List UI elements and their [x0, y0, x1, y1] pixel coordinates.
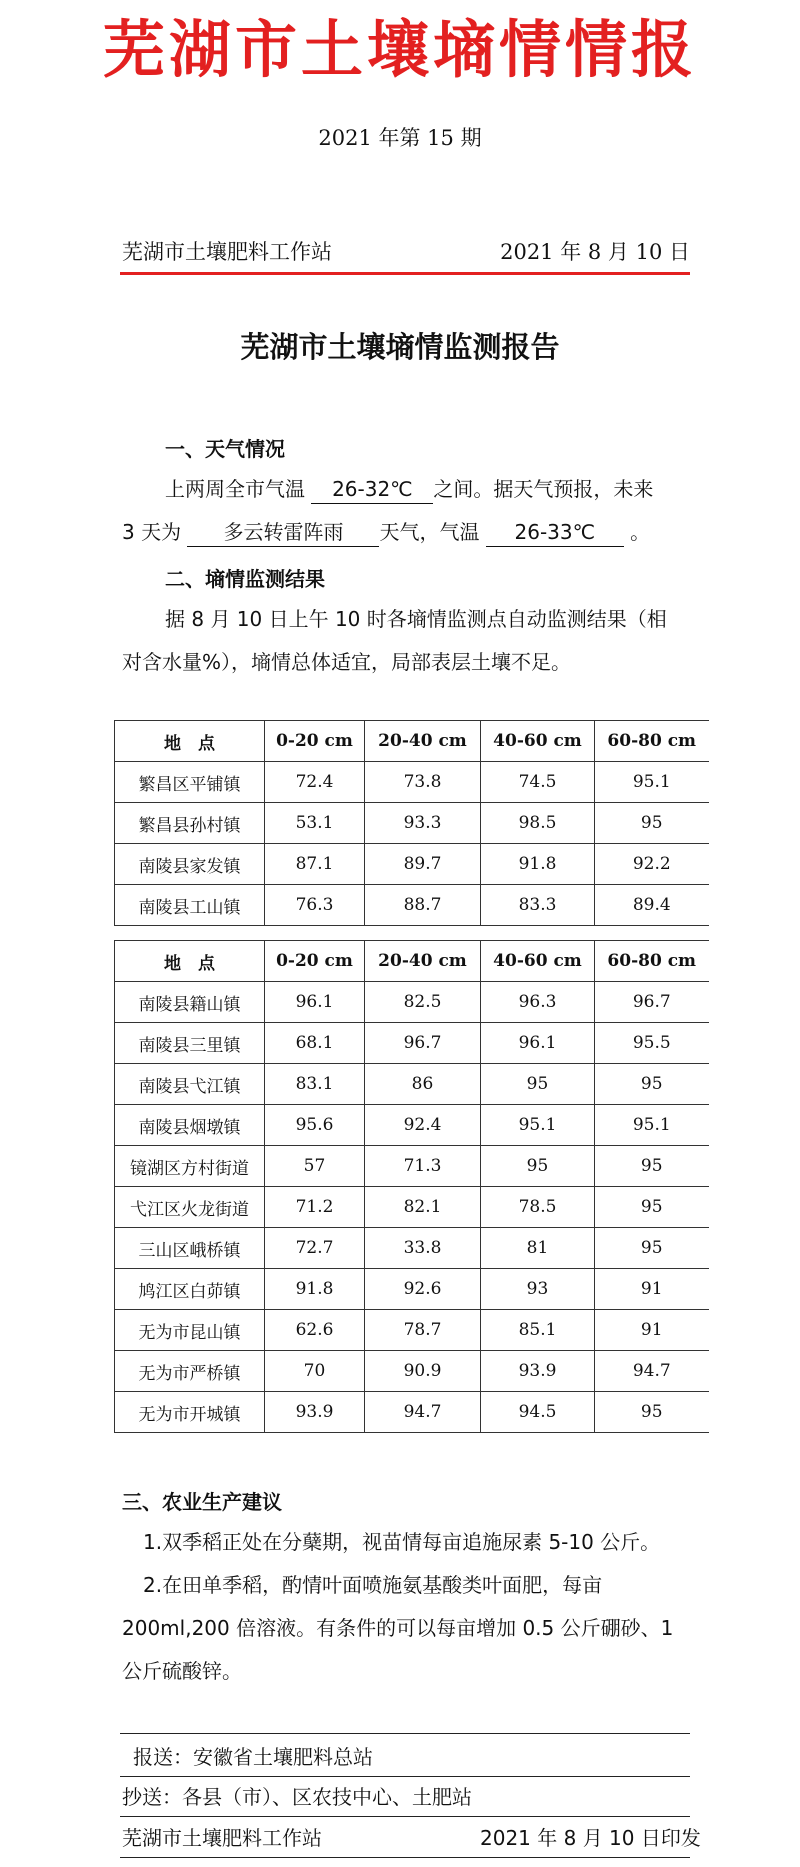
header-location: 地 点: [115, 941, 265, 982]
advice-item-2-line2: 200ml,200 倍溶液。有条件的可以每亩增加 0.5 公斤硼砂、1: [122, 1616, 674, 1640]
place-cell: 繁昌区平铺镇: [115, 762, 265, 803]
place-cell: 南陵县家发镇: [115, 844, 265, 885]
depth-0-20-cell: 71.2: [265, 1187, 365, 1228]
header-depth-60-80: 60-80 cm: [595, 721, 709, 762]
advice-item-2-line1: 2.在田单季稻，酌情叶面喷施氨基酸类叶面肥，每亩: [143, 1573, 603, 1597]
section1-line2-mid: 天气，气温: [379, 520, 480, 544]
depth-40-60-cell: 96.3: [481, 982, 595, 1023]
depth-0-20-cell: 53.1: [265, 803, 365, 844]
depth-0-20-cell: 87.1: [265, 844, 365, 885]
table-header-row: [115, 721, 709, 762]
depth-60-80-cell: 92.2: [595, 844, 709, 885]
depth-0-20-cell: 72.7: [265, 1228, 365, 1269]
depth-0-20-cell: 70: [265, 1351, 365, 1392]
depth-40-60-cell: 93.9: [481, 1351, 595, 1392]
section1-line2-pre: 3 天为: [122, 520, 182, 544]
depth-40-60-cell: 96.1: [481, 1023, 595, 1064]
depth-0-20-cell: 72.4: [265, 762, 365, 803]
moisture-table-1: [114, 720, 709, 926]
depth-20-40-cell: 82.1: [365, 1187, 481, 1228]
depth-0-20-cell: 95.6: [265, 1105, 365, 1146]
footer-rule-mid2: [120, 1816, 690, 1817]
section2-line1: 据 8 月 10 日上午 10 时各墒情监测点自动监测结果（相: [165, 607, 667, 631]
depth-20-40-cell: 88.7: [365, 885, 481, 926]
table-row: [115, 885, 709, 926]
table-row: [115, 1269, 709, 1310]
depth-20-40-cell: 90.9: [365, 1351, 481, 1392]
table-row: [115, 844, 709, 885]
table-row: [115, 1105, 709, 1146]
depth-0-20-cell: 57: [265, 1146, 365, 1187]
table-row: [115, 1187, 709, 1228]
depth-60-80-cell: 95: [595, 1228, 709, 1269]
section1-line1-post: 之间。据天气预报，未来: [433, 477, 654, 501]
depth-60-80-cell: 95: [595, 1392, 709, 1433]
footer-rule-top: [120, 1733, 690, 1734]
depth-60-80-cell: 95: [595, 1187, 709, 1228]
masthead-title: 芜湖市土壤墒情情报: [102, 13, 697, 86]
depth-40-60-cell: 85.1: [481, 1310, 595, 1351]
depth-60-80-cell: 95: [595, 1064, 709, 1105]
header-depth-0-20: 0-20 cm: [265, 941, 365, 982]
depth-60-80-cell: 95.5: [595, 1023, 709, 1064]
header-depth-40-60: 40-60 cm: [481, 941, 595, 982]
depth-40-60-cell: 83.3: [481, 885, 595, 926]
section1-heading: 一、天气情况: [165, 437, 285, 461]
depth-60-80-cell: 94.7: [595, 1351, 709, 1392]
depth-20-40-cell: 71.3: [365, 1146, 481, 1187]
depth-20-40-cell: 92.4: [365, 1105, 481, 1146]
depth-60-80-cell: 95: [595, 803, 709, 844]
section2-heading: 二、墒情监测结果: [165, 567, 325, 591]
footer-issuer: 芜湖市土壤肥料工作站: [122, 1826, 322, 1850]
table-row: [115, 803, 709, 844]
depth-20-40-cell: 73.8: [365, 762, 481, 803]
depth-0-20-cell: 91.8: [265, 1269, 365, 1310]
depth-20-40-cell: 92.6: [365, 1269, 481, 1310]
depth-0-20-cell: 62.6: [265, 1310, 365, 1351]
depth-40-60-cell: 95: [481, 1146, 595, 1187]
depth-40-60-cell: 95.1: [481, 1105, 595, 1146]
depth-0-20-cell: 83.1: [265, 1064, 365, 1105]
table-row: [115, 762, 709, 803]
footer-rule-bottom: [120, 1857, 690, 1858]
footer-rule-mid1: [120, 1776, 690, 1777]
footer-send-to: 报送：安徽省土壤肥料总站: [133, 1745, 373, 1769]
table-row: [115, 1064, 709, 1105]
weather-forecast: 多云转雷阵雨: [187, 518, 379, 547]
depth-40-60-cell: 78.5: [481, 1187, 595, 1228]
depth-20-40-cell: 86: [365, 1064, 481, 1105]
header-location: 地 点: [115, 721, 265, 762]
depth-40-60-cell: 94.5: [481, 1392, 595, 1433]
issue-date: 2021 年 8 月 10 日: [500, 240, 690, 264]
section1-line2-post: 。: [630, 520, 651, 544]
place-cell: 南陵县烟墩镇: [115, 1105, 265, 1146]
depth-60-80-cell: 95.1: [595, 762, 709, 803]
temp-past: 26-32℃: [311, 475, 433, 504]
section1-line2: [122, 511, 702, 554]
place-cell: 无为市严桥镇: [115, 1351, 265, 1392]
depth-20-40-cell: 89.7: [365, 844, 481, 885]
depth-60-80-cell: 96.7: [595, 982, 709, 1023]
depth-20-40-cell: 94.7: [365, 1392, 481, 1433]
table-row: [115, 1392, 709, 1433]
table-row: [115, 1023, 709, 1064]
issuer-name: 芜湖市土壤肥料工作站: [122, 240, 332, 264]
place-cell: 无为市昆山镇: [115, 1310, 265, 1351]
place-cell: 南陵县弋江镇: [115, 1064, 265, 1105]
advice-item-2-line3: 公斤硫酸锌。: [122, 1659, 242, 1683]
section1-line1-pre: 上两周全市气温: [165, 477, 305, 501]
temp-future: 26-33℃: [486, 518, 624, 547]
place-cell: 繁昌县孙村镇: [115, 803, 265, 844]
header-depth-20-40: 20-40 cm: [365, 721, 481, 762]
section1-line1: [165, 468, 705, 511]
place-cell: 鸠江区白茆镇: [115, 1269, 265, 1310]
footer-print-date: 2021 年 8 月 10 日印发: [480, 1826, 701, 1850]
table-header-row: [115, 941, 709, 982]
depth-60-80-cell: 95.1: [595, 1105, 709, 1146]
issue-number: 2021 年第 15 期: [318, 126, 482, 150]
depth-60-80-cell: 91: [595, 1269, 709, 1310]
depth-20-40-cell: 33.8: [365, 1228, 481, 1269]
table-row: [115, 1146, 709, 1187]
table-row: [115, 982, 709, 1023]
advice-item-1: 1.双季稻正处在分蘖期，视苗情每亩追施尿素 5-10 公斤。: [143, 1530, 661, 1554]
depth-60-80-cell: 91: [595, 1310, 709, 1351]
place-cell: 镜湖区方村街道: [115, 1146, 265, 1187]
report-title: 芜湖市土壤墒情监测报告: [240, 330, 560, 364]
section2-line2: 对含水量%），墒情总体适宜，局部表层土壤不足。: [122, 650, 572, 674]
place-cell: 南陵县籍山镇: [115, 982, 265, 1023]
red-divider: [120, 272, 690, 275]
depth-40-60-cell: 81: [481, 1228, 595, 1269]
depth-20-40-cell: 93.3: [365, 803, 481, 844]
table-row: [115, 1310, 709, 1351]
depth-40-60-cell: 91.8: [481, 844, 595, 885]
place-cell: 无为市开城镇: [115, 1392, 265, 1433]
depth-40-60-cell: 95: [481, 1064, 595, 1105]
depth-0-20-cell: 96.1: [265, 982, 365, 1023]
header-depth-0-20: 0-20 cm: [265, 721, 365, 762]
depth-0-20-cell: 68.1: [265, 1023, 365, 1064]
header-depth-60-80: 60-80 cm: [595, 941, 709, 982]
place-cell: 弋江区火龙街道: [115, 1187, 265, 1228]
depth-40-60-cell: 98.5: [481, 803, 595, 844]
depth-40-60-cell: 93: [481, 1269, 595, 1310]
header-depth-40-60: 40-60 cm: [481, 721, 595, 762]
moisture-table-2: [114, 940, 709, 1433]
depth-0-20-cell: 76.3: [265, 885, 365, 926]
header-depth-20-40: 20-40 cm: [365, 941, 481, 982]
place-cell: 南陵县三里镇: [115, 1023, 265, 1064]
table-row: [115, 1228, 709, 1269]
table-row: [115, 1351, 709, 1392]
section3-heading: 三、农业生产建议: [122, 1490, 282, 1514]
place-cell: 南陵县工山镇: [115, 885, 265, 926]
depth-20-40-cell: 82.5: [365, 982, 481, 1023]
depth-20-40-cell: 96.7: [365, 1023, 481, 1064]
depth-0-20-cell: 93.9: [265, 1392, 365, 1433]
place-cell: 三山区峨桥镇: [115, 1228, 265, 1269]
depth-60-80-cell: 89.4: [595, 885, 709, 926]
depth-20-40-cell: 78.7: [365, 1310, 481, 1351]
footer-copy-to: 抄送：各县（市）、区农技中心、土肥站: [122, 1785, 472, 1809]
depth-40-60-cell: 74.5: [481, 762, 595, 803]
depth-60-80-cell: 95: [595, 1146, 709, 1187]
